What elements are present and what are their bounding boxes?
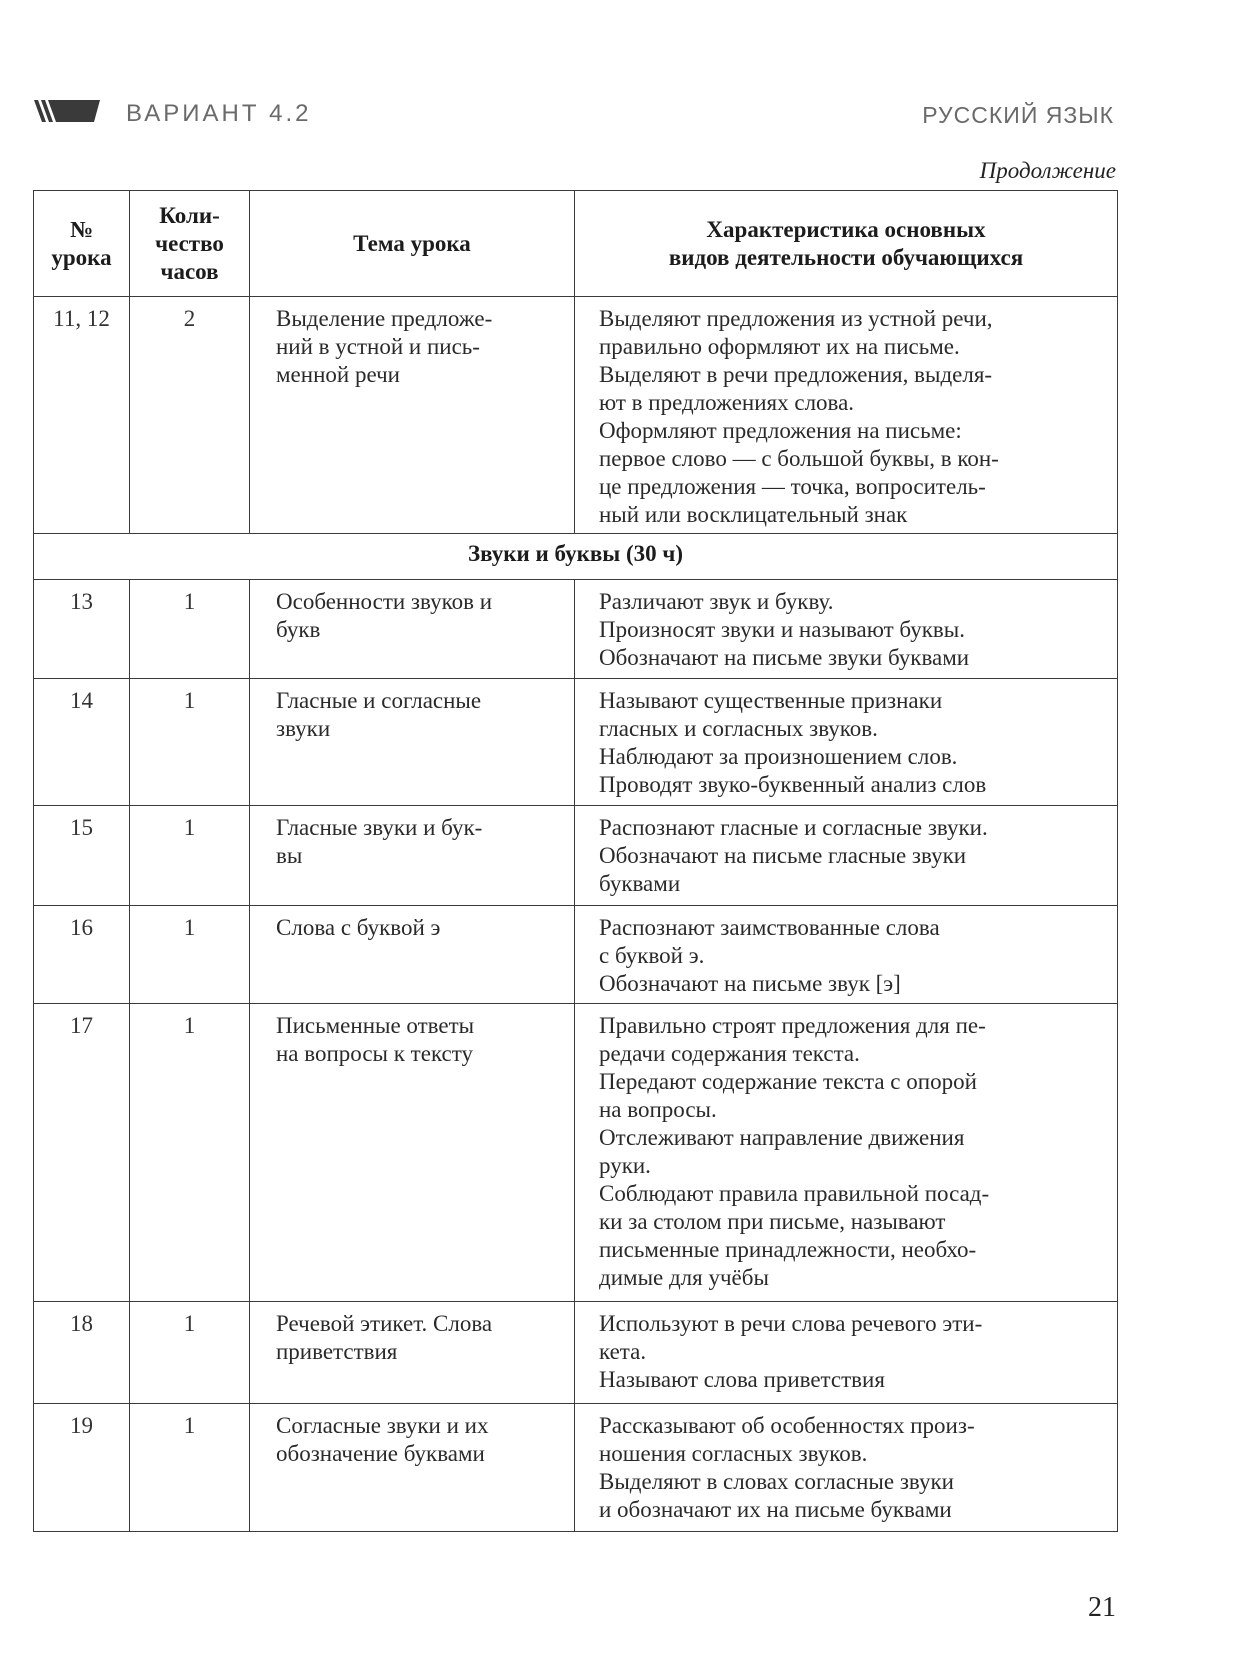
lesson-num: 11, 12	[34, 297, 130, 534]
lesson-topic: Выделение предложе- ний в устной и пись- менной речи	[250, 297, 575, 534]
lesson-num: 17	[34, 1004, 130, 1302]
lesson-hours: 1	[130, 1302, 250, 1404]
lesson-num: 19	[34, 1404, 130, 1532]
section-row	[34, 534, 1118, 580]
lesson-num: 16	[34, 906, 130, 1004]
lesson-activities: Рассказывают об особенностях произ- ношения согласных звуков. Выделяют в словах согласные звуки и обозначают их на письме буквами	[575, 1404, 1118, 1532]
stripes-logo-icon	[34, 100, 100, 122]
lesson-hours: 1	[130, 1004, 250, 1302]
lesson-hours: 1	[130, 1404, 250, 1532]
lesson-activities: Правильно строят предложения для пе- редачи содержания текста. Передают содержание текста с опорой на вопросы. Отслеживают направление движения руки. Соблюдают правила правильной посад- ки за столом при письме, называют письменные принадлежности, необхо- димые для учёбы	[575, 1004, 1118, 1302]
lesson-hours: 2	[130, 297, 250, 534]
header-topic: Тема урока	[250, 191, 575, 297]
lesson-topic: Особенности звуков и букв	[250, 580, 575, 679]
lesson-topic: Согласные звуки и их обозначение буквами	[250, 1404, 575, 1532]
table-row	[34, 906, 1118, 1004]
lesson-topic: Гласные и согласные звуки	[250, 679, 575, 806]
table-row	[34, 1404, 1118, 1532]
lesson-topic: Гласные звуки и бук- вы	[250, 806, 575, 906]
lesson-num: 14	[34, 679, 130, 806]
table-row	[34, 297, 1118, 534]
lesson-topic: Речевой этикет. Слова приветствия	[250, 1302, 575, 1404]
lesson-hours: 1	[130, 679, 250, 806]
lesson-activities: Различают звук и букву. Произносят звуки и называют буквы. Обозначают на письме звуки буквами	[575, 580, 1118, 679]
lesson-num: 15	[34, 806, 130, 906]
lesson-activities: Называют существенные признаки гласных и согласных звуков. Наблюдают за произношением слов. Проводят звуко-буквенный анализ слов	[575, 679, 1118, 806]
section-title: Звуки и буквы (30 ч)	[34, 534, 1118, 580]
running-header	[34, 96, 1114, 136]
variant-label: ВАРИАНТ 4.2	[126, 100, 312, 127]
lesson-num: 13	[34, 580, 130, 679]
lesson-activities: Распознают заимствованные слова с буквой э. Обозначают на письме звук [э]	[575, 906, 1118, 1004]
table-row	[34, 1004, 1118, 1302]
lesson-table	[33, 190, 1118, 1532]
header-row	[34, 191, 1118, 297]
lesson-topic: Письменные ответы на вопросы к тексту	[250, 1004, 575, 1302]
header-chars: Характеристика основных видов деятельности обучающихся	[575, 191, 1118, 297]
header-hours: Коли- чество часов	[130, 191, 250, 297]
table-row	[34, 806, 1118, 906]
table-row	[34, 1302, 1118, 1404]
lesson-activities: Выделяют предложения из устной речи, правильно оформляют их на письме. Выделяют в речи предложения, выделя- ют в предложениях слова. Оформляют предложения на письме: первое слово — с большой буквы, в кон- це предложения — точка, вопроситель- ный или восклицательный знак	[575, 297, 1118, 534]
header-num: № урока	[34, 191, 130, 297]
table-row	[34, 580, 1118, 679]
continuation-label: Продолжение	[979, 158, 1116, 183]
subject-label: РУССКИЙ ЯЗЫК	[922, 102, 1114, 128]
lesson-hours: 1	[130, 580, 250, 679]
lesson-hours: 1	[130, 906, 250, 1004]
lesson-activities: Распознают гласные и согласные звуки. Обозначают на письме гласные звуки буквами	[575, 806, 1118, 906]
lesson-num: 18	[34, 1302, 130, 1404]
lesson-topic: Слова с буквой э	[250, 906, 575, 1004]
lesson-activities: Используют в речи слова речевого эти- кета. Называют слова приветствия	[575, 1302, 1118, 1404]
lesson-hours: 1	[130, 806, 250, 906]
table-row	[34, 679, 1118, 806]
page-number: 21	[1088, 1592, 1116, 1623]
